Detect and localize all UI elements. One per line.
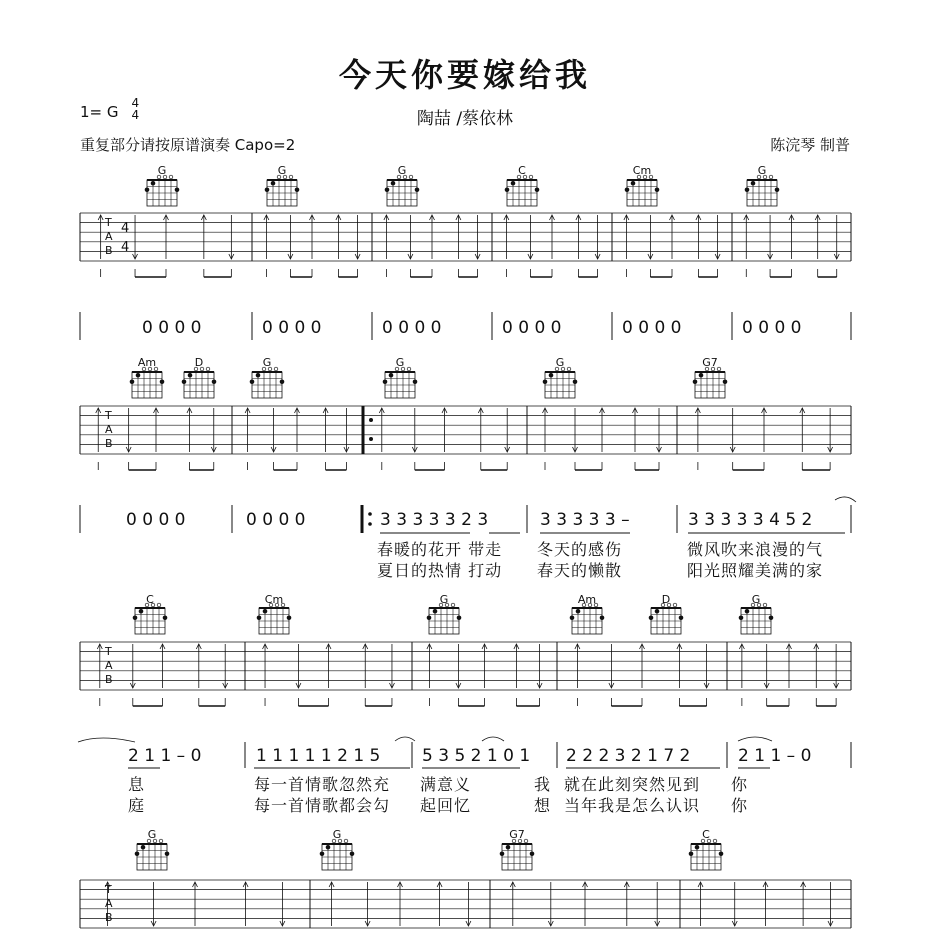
- lyric-line-2: 阳光照耀美满的家: [687, 561, 824, 580]
- chord-dot: [433, 609, 438, 614]
- measure-numbers: 0 0 0 0: [142, 318, 202, 338]
- chord-dot: [413, 379, 418, 384]
- key-label: 1= G: [80, 103, 119, 121]
- chord-name: C: [518, 164, 526, 177]
- chord-dot: [745, 609, 750, 614]
- tab-letter: T: [105, 216, 112, 229]
- chord-dot: [679, 615, 684, 620]
- tie-arc: [482, 737, 504, 741]
- chord-dot: [188, 373, 193, 378]
- tie-arc: [78, 738, 135, 742]
- lyric-line-1: 每一首情歌忽然充: [254, 775, 391, 794]
- chord-name: G: [555, 356, 565, 369]
- measure-numbers: 3 3 3 3 3 –: [540, 510, 630, 530]
- chord-name: Am: [137, 356, 157, 369]
- chord-dot: [175, 187, 180, 192]
- lyric-line-1: 息: [128, 775, 146, 794]
- tab-letter: A: [105, 423, 113, 436]
- chord-dot: [769, 615, 774, 620]
- lyric-line-1: 春暖的花开 带走: [377, 540, 503, 559]
- lyric-line-1: 满意义: [420, 775, 472, 794]
- lyric-line-1: 你: [731, 775, 749, 794]
- chord-dot: [385, 187, 390, 192]
- lyric-line-2: 每一首情歌都会勾: [254, 796, 391, 815]
- chord-dot: [350, 851, 355, 856]
- chord-dot: [280, 379, 285, 384]
- chord-dot: [500, 851, 505, 856]
- chord-dot: [655, 187, 660, 192]
- chord-dot: [511, 181, 516, 186]
- chord-dot: [506, 845, 511, 850]
- chord-dot: [133, 615, 138, 620]
- chord-dot: [543, 379, 548, 384]
- chord-dot: [505, 187, 510, 192]
- measure-numbers: 2 2 2 3 2 1 7 2: [566, 746, 691, 766]
- measure-numbers: 0 0 0 0: [382, 318, 442, 338]
- lyric-line-2: 当年我是怎么认识: [564, 796, 701, 815]
- chord-name: G: [157, 164, 167, 177]
- chord-dot: [165, 851, 170, 856]
- lyric-line-2: 想: [534, 796, 552, 815]
- chord-dot: [271, 181, 276, 186]
- measure-numbers: 0 0 0 0: [502, 318, 562, 338]
- chord-name: G7: [509, 828, 525, 841]
- chord-dot: [693, 379, 698, 384]
- chord-dot: [182, 379, 187, 384]
- repeat-dot: [369, 418, 373, 422]
- measure-numbers: 1 1 1 1 1 2 1 5: [256, 746, 381, 766]
- measure-numbers: 0 0 0 0: [126, 510, 186, 530]
- chord-dot: [163, 615, 168, 620]
- measure-numbers: 0 0 0 0: [622, 318, 682, 338]
- tab-letter: T: [105, 883, 112, 896]
- time-sig-bottom: 4: [131, 108, 140, 122]
- repeat-dot: [369, 437, 373, 441]
- chord-dot: [250, 379, 255, 384]
- chord-dot: [719, 851, 724, 856]
- tab-letter: B: [105, 437, 113, 450]
- lyric-line-1: 微风吹来浪漫的气: [687, 540, 824, 559]
- chord-dot: [751, 181, 756, 186]
- measure-numbers: 0 0 0 0: [742, 318, 802, 338]
- chord-dot: [573, 379, 578, 384]
- artists: 陶喆 /蔡依林: [416, 109, 514, 129]
- chord-name: Am: [577, 593, 597, 606]
- tab-letter: A: [105, 659, 113, 672]
- chord-name: G: [262, 356, 272, 369]
- chord-dot: [145, 187, 150, 192]
- chord-dot: [739, 615, 744, 620]
- lyric-line-2: 春天的懒散: [537, 561, 623, 580]
- chord-dot: [549, 373, 554, 378]
- measure-numbers: 3 3 3 3 3 4 5 2: [688, 510, 813, 530]
- chord-dot: [723, 379, 728, 384]
- chord-dot: [151, 181, 156, 186]
- tab-letter: B: [105, 911, 113, 924]
- tab-letter: A: [105, 230, 113, 243]
- chord-name: G: [277, 164, 287, 177]
- chord-dot: [256, 373, 261, 378]
- tie-arc: [395, 737, 415, 741]
- measure-numbers: 3 3 3 3 3 2 3: [380, 510, 489, 530]
- arranger: 陈浣琴 制普: [770, 136, 850, 154]
- chord-dot: [530, 851, 535, 856]
- chord-name: Cm: [264, 593, 284, 606]
- measure-numbers: 5 3 5 2 1 0 1: [422, 746, 531, 766]
- chord-dot: [257, 615, 262, 620]
- chord-dot: [427, 615, 432, 620]
- chord-dot: [689, 851, 694, 856]
- lyric-line-1: 就在此刻突然见到: [564, 775, 701, 794]
- tab-time-sig-bottom: 4: [121, 240, 130, 255]
- chord-dot: [212, 379, 217, 384]
- chord-dot: [699, 373, 704, 378]
- chord-dot: [139, 609, 144, 614]
- repeat-dot: [368, 512, 372, 516]
- chord-name: G: [757, 164, 767, 177]
- chord-dot: [136, 373, 141, 378]
- performance-note: 重复部分请按原谱演奏 Capo=2: [80, 136, 296, 154]
- measure-numbers: 2 1 1 – 0: [128, 746, 202, 766]
- lyric-line-1: 冬天的感伤: [537, 540, 623, 559]
- chord-name: G: [147, 828, 157, 841]
- chord-dot: [320, 851, 325, 856]
- repeat-dot: [368, 522, 372, 526]
- chord-name: G7: [702, 356, 718, 369]
- tab-letter: T: [105, 409, 112, 422]
- chord-dot: [389, 373, 394, 378]
- tie-arc: [738, 737, 772, 741]
- chord-dot: [649, 615, 654, 620]
- measure-numbers: 2 1 1 – 0: [738, 746, 812, 766]
- song-title: 今天你要嫁给我: [338, 56, 591, 94]
- tab-letter: A: [105, 897, 113, 910]
- tab-letter: T: [105, 645, 112, 658]
- chord-dot: [570, 615, 575, 620]
- chord-dot: [600, 615, 605, 620]
- chord-name: D: [661, 593, 671, 606]
- chord-dot: [326, 845, 331, 850]
- chord-name: G: [397, 164, 407, 177]
- lyric-line-2: 你: [731, 796, 749, 815]
- chord-name: C: [146, 593, 154, 606]
- chord-dot: [265, 187, 270, 192]
- chord-dot: [535, 187, 540, 192]
- chord-dot: [625, 187, 630, 192]
- chord-dot: [655, 609, 660, 614]
- chord-dot: [135, 851, 140, 856]
- chord-dot: [457, 615, 462, 620]
- measure-numbers: 0 0 0 0: [262, 318, 322, 338]
- tab-letter: B: [105, 673, 113, 686]
- tab-letter: B: [105, 244, 113, 257]
- tie-arc: [835, 497, 856, 502]
- chord-dot: [130, 379, 135, 384]
- chord-dot: [391, 181, 396, 186]
- time-sig-top: 4: [131, 96, 140, 110]
- chord-dot: [160, 379, 165, 384]
- lyric-line-2: 庭: [128, 796, 146, 815]
- lyric-line-2: 夏日的热情 打动: [377, 561, 503, 580]
- chord-dot: [695, 845, 700, 850]
- chord-name: Cm: [632, 164, 652, 177]
- chord-name: G: [439, 593, 449, 606]
- chord-dot: [576, 609, 581, 614]
- chord-dot: [745, 187, 750, 192]
- chord-name: G: [332, 828, 342, 841]
- measure-numbers: 0 0 0 0: [246, 510, 306, 530]
- chord-name: D: [194, 356, 204, 369]
- chord-dot: [141, 845, 146, 850]
- chord-dot: [415, 187, 420, 192]
- chord-dot: [383, 379, 388, 384]
- chord-dot: [263, 609, 268, 614]
- chord-dot: [287, 615, 292, 620]
- chord-dot: [631, 181, 636, 186]
- chord-name: G: [751, 593, 761, 606]
- lyric-line-2: 起回忆: [420, 796, 472, 815]
- chord-dot: [295, 187, 300, 192]
- chord-name: C: [702, 828, 710, 841]
- chord-name: G: [395, 356, 405, 369]
- tab-time-sig-top: 4: [121, 221, 130, 236]
- lyric-line-1: 我: [534, 775, 552, 794]
- chord-dot: [775, 187, 780, 192]
